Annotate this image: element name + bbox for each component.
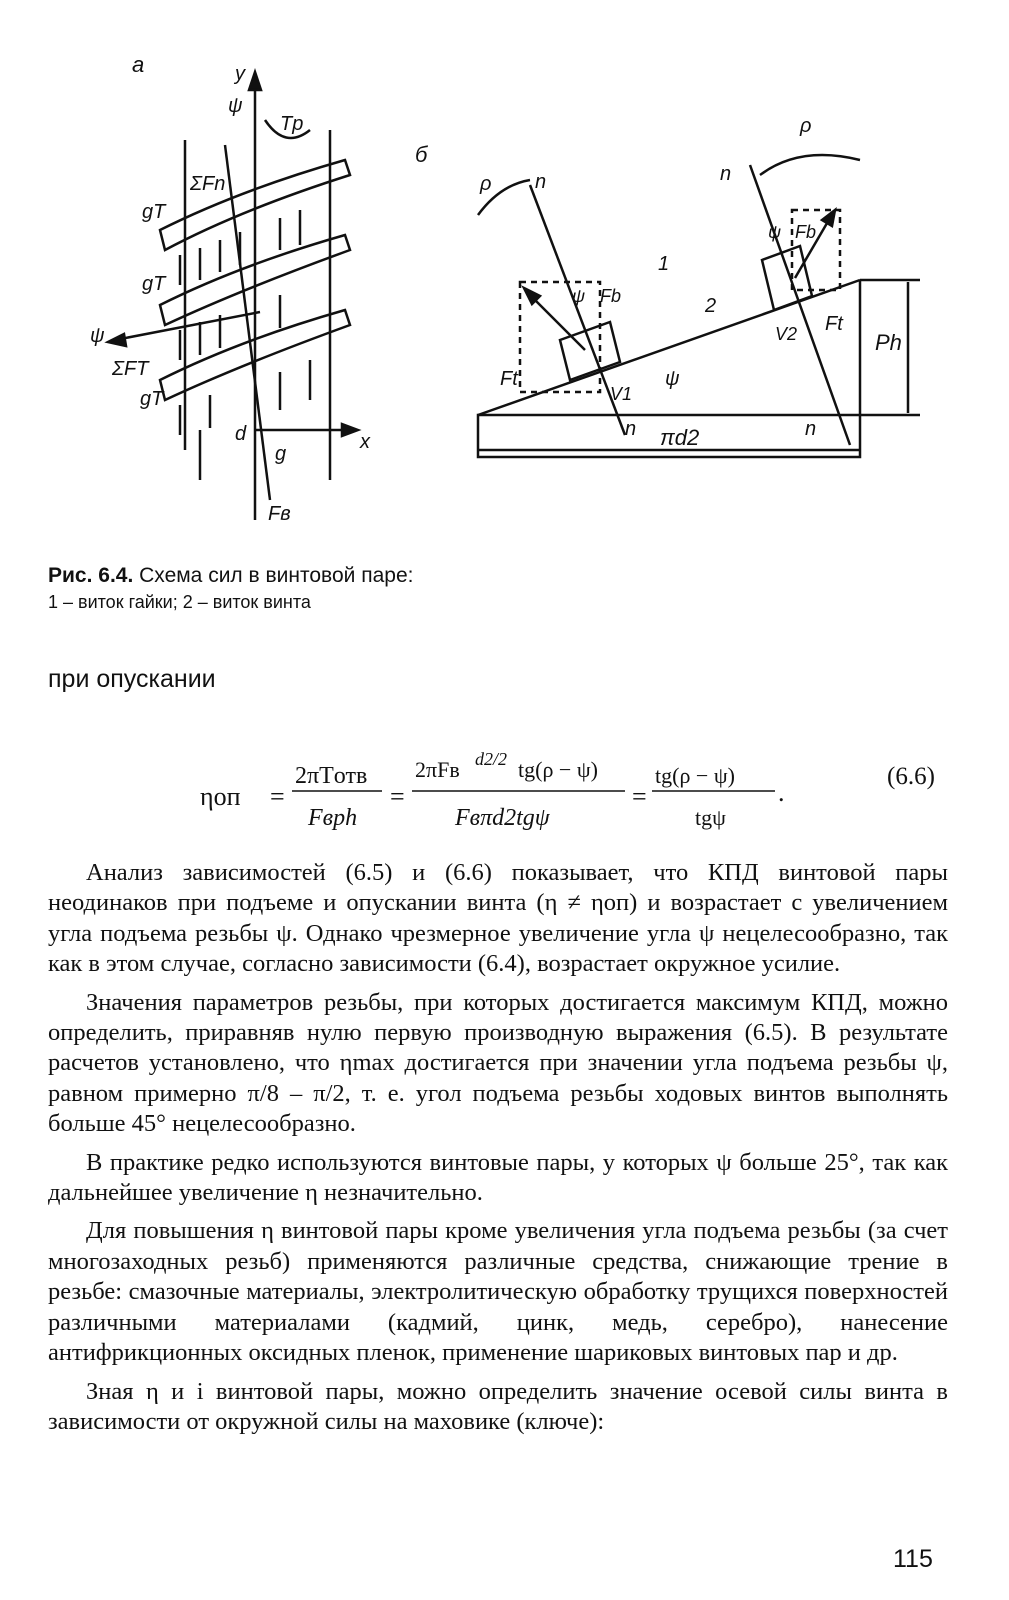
label-psi-2: ψ [90, 325, 105, 347]
panel-label-a: а [132, 52, 145, 77]
label-2: 2 [705, 295, 717, 317]
caption-legend: 1 – виток гайки; 2 – виток винта [48, 592, 311, 612]
label-y: y [235, 63, 245, 85]
label-v2: V2 [775, 324, 798, 344]
equation-6-6 [200, 725, 960, 845]
caption-figure-ref: Рис. 6.4. [48, 564, 134, 587]
label-fb-3: Fb [795, 222, 817, 242]
label-gt-2: gT [142, 273, 166, 295]
label-rho-1: ρ [480, 173, 492, 195]
label-psi: ψ [228, 95, 243, 117]
body-text [48, 858, 948, 1445]
screw-drawing [108, 72, 358, 520]
paragraph-1: Анализ зависимостей (6.5) и (6.6) показывает, что КПД винтовой пары неодинаков при подъеме и опускании винта (η ≠ ηоп) и возрастает с увеличением угла подъема резьбы ψ. Однако чрезмерное увеличение угла ψ нецелесообразно, так как в этом случае, согласно зависимости (6.4), возрастает окружное усилие. [48, 859, 948, 978]
force-diagram-figure [60, 50, 960, 550]
eq-num-2a: 2πFв [415, 757, 460, 782]
eq-lhs: ηоп [200, 782, 241, 811]
label-sum-fn: ΣFn [190, 173, 226, 195]
label-rho-2: ρ [800, 115, 812, 137]
equation-svg [200, 725, 960, 845]
label-ft-2: Ft [825, 313, 843, 335]
equation-number: (6.6) [887, 763, 935, 790]
label-gt-3: gT [140, 388, 164, 410]
label-v1: V1 [610, 384, 633, 404]
label-psi-4: ψ [768, 222, 782, 242]
label-ph: Ph [875, 330, 902, 355]
paragraph-3: В практике редко используются винтовые пары, у которых ψ больше 25°, так как дальнейшее увеличение η незначительно. [48, 1148, 948, 1207]
figure-caption [48, 562, 948, 614]
label-pi-d2: πd2 [660, 425, 700, 450]
eq-period: . [778, 778, 785, 807]
eq-num-2b: d2/2 [475, 749, 508, 769]
paragraph-5: Зная η и i винтовой пары, можно определить значение осевой силы винта в зависимости от окружной силы на маховике (ключе): [48, 1377, 948, 1435]
eq-den-1: Fвph [308, 805, 358, 831]
label-d: d [235, 423, 247, 445]
label-ft-1: Ft [500, 368, 518, 390]
panel-label-b: б [415, 142, 428, 167]
label-1: 1 [658, 253, 670, 275]
label-gt-1: gT [142, 201, 166, 223]
eq-den-2: Fвπd2tgψ [455, 805, 550, 831]
page-number: 115 [893, 1545, 933, 1573]
eq-equals-3: = [632, 782, 647, 811]
paragraph-2: Значения параметров резьбы, при которых достигается максимум КПД, можно определить, приравняв нулю первую производную выражения (6.5). В результате расчетов установлено, что ηmax достигается при значении угла подъема резьбы ψ, равном примерно π/8 – π/2, т. е. угол подъема резьбы ходовых винтов выполнять больше 45° нецелесообразно. [48, 988, 948, 1138]
incline-drawing [478, 155, 920, 457]
eq-equals-2: = [390, 782, 405, 811]
label-fb: Fв [268, 503, 291, 525]
lead-text: при опускании [48, 665, 216, 693]
label-tp: Tp [280, 113, 304, 135]
caption-title: Схема сил в винтовой паре: [139, 564, 414, 587]
eq-num-2c: tg(ρ − ψ) [518, 757, 598, 782]
label-g: g [275, 443, 287, 465]
paragraph-4: Для повышения η винтовой пары кроме увеличения угла подъема резьбы (за счет многозаходных резьб) применяются различные средства, снижающие трение в резьбе: смазочные материалы, электролитическую обработку трущихся поверхностей различными материалами (кадмий, цинк, медь, серебро), нанесение антифрикционных оксидных пленок, применение шариковых винтовых пар и др. [48, 1217, 948, 1367]
label-psi-3: ψ [572, 286, 586, 306]
eq-den-3: tgψ [695, 805, 726, 830]
eq-num-3: tg(ρ − ψ) [655, 763, 735, 788]
label-sum-ft: ΣFT [112, 358, 149, 380]
label-n-4: n [805, 418, 817, 440]
eq-num-1: 2πTотв [295, 763, 368, 789]
label-n-2: n [720, 163, 732, 185]
eq-equals-1: = [270, 782, 285, 811]
label-x: x [360, 431, 370, 453]
label-fb-2: Fb [600, 286, 622, 306]
label-psi-5: ψ [665, 368, 680, 390]
label-n-3: n [625, 418, 637, 440]
caption-title-line [48, 562, 948, 590]
label-n-1: n [535, 171, 547, 193]
force-diagram-svg [60, 50, 960, 550]
